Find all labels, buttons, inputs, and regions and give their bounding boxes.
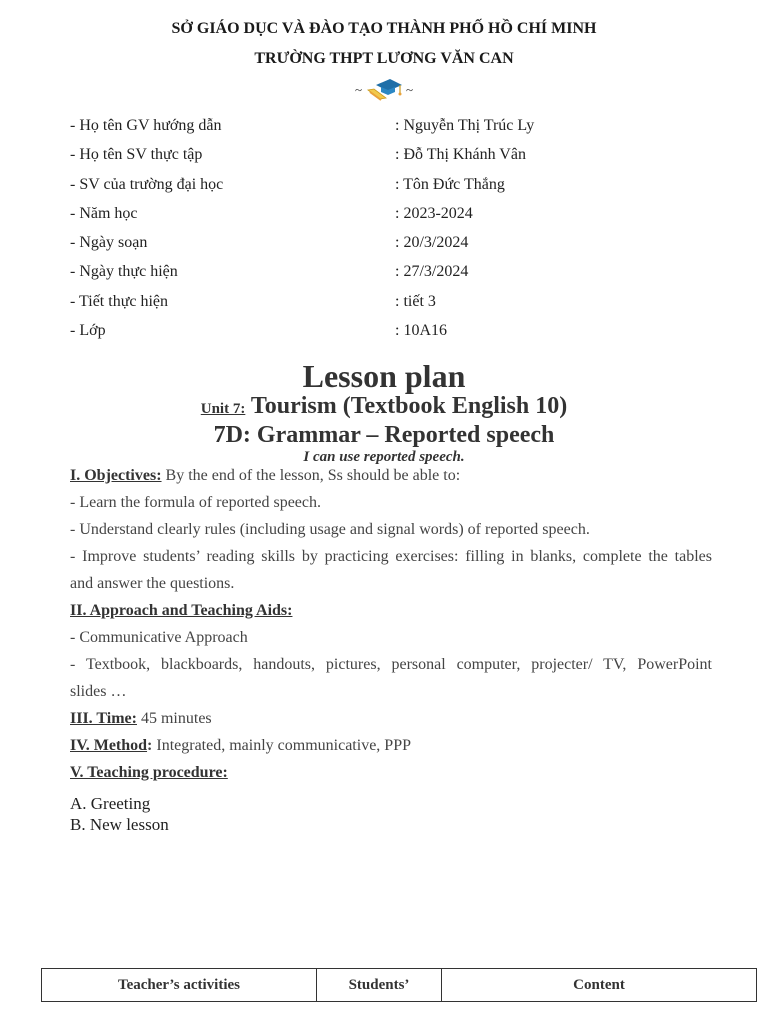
approach-heading: II. Approach and Teaching Aids: [70, 602, 293, 619]
procedure-line [70, 759, 712, 786]
unit-label: Unit 7: [200, 401, 246, 417]
procedure-greeting: A. Greeting [70, 794, 151, 813]
lesson-body [70, 462, 712, 786]
objectives-intro: By the end of the lesson, Ss should be able to: [161, 467, 461, 484]
info-row [70, 170, 710, 199]
table-header-row [42, 969, 757, 1002]
time-value: 45 minutes [136, 710, 212, 727]
info-value: : Đỗ Thị Khánh Vân [395, 146, 526, 164]
objective-item-continuation: and answer the questions. [70, 575, 235, 592]
approach-line [70, 597, 712, 624]
info-row [70, 111, 710, 140]
column-header-students: Students’ [317, 969, 442, 1002]
info-label: - Năm học [70, 204, 138, 222]
graduation-ornament [0, 76, 768, 104]
info-row [70, 199, 710, 228]
time-heading: III. Time: [70, 710, 137, 727]
graduation-cap-icon [364, 77, 404, 103]
info-label: - Lớp [70, 322, 106, 340]
info-value: : tiết 3 [395, 292, 436, 310]
info-value: : 10A16 [395, 322, 447, 340]
info-row [70, 287, 710, 316]
school-heading: TRƯỜNG THPT LƯƠNG VĂN CAN [254, 50, 514, 67]
ornament-tilde-left: ~ [354, 82, 362, 97]
info-row [70, 228, 710, 257]
info-value: : Nguyễn Thị Trúc Ly [395, 117, 535, 134]
procedure-new-lesson: B. New lesson [70, 815, 169, 834]
objective-item: - Learn the formula of reported speech. [70, 494, 321, 511]
info-value: : 20/3/2024 [395, 234, 469, 252]
objectives-heading: I. Objectives: [70, 467, 162, 484]
objective-item: - Improve students’ reading skills by practicing exercises: filling in blanks, complete the tables [70, 548, 712, 565]
objective-item: - Understand clearly rules (including usage and signal words) of reported speech. [70, 521, 590, 538]
info-row [70, 257, 710, 286]
approach-item: - Communicative Approach [70, 629, 248, 646]
column-header-content: Content [442, 969, 757, 1002]
method-value: Integrated, mainly communicative, PPP [152, 737, 411, 754]
approach-item-continuation: slides … [70, 683, 127, 700]
unit-line [0, 392, 768, 423]
procedure-heading: V. Teaching procedure: [70, 764, 228, 781]
info-value: : 27/3/2024 [395, 263, 469, 281]
info-row [70, 316, 710, 345]
info-label: - SV của trường đại học [70, 175, 224, 193]
approach-item: - Textbook, blackboards, handouts, pictures, personal computer, projecter/ TV, PowerPoint [70, 656, 712, 673]
info-block [70, 111, 710, 345]
method-line [70, 732, 712, 759]
time-line [70, 705, 712, 732]
info-label: - Họ tên SV thực tập [70, 146, 203, 164]
info-value: : Tôn Đức Thắng [395, 175, 505, 193]
info-label: - Ngày soạn [70, 234, 148, 252]
info-label: - Họ tên GV hướng dẫn [70, 117, 222, 134]
objectives-line [70, 462, 712, 489]
ornament-tilde-right: ~ [406, 82, 414, 97]
column-header-teacher: Teacher’s activities [42, 969, 317, 1002]
info-label: - Ngày thực hiện [70, 263, 178, 281]
procedure-table [41, 968, 757, 1002]
method-heading: IV. Method [70, 737, 148, 754]
can-do-statement: I can use reported speech. [303, 449, 465, 465]
info-row [70, 140, 710, 169]
info-value: : 2023-2024 [395, 204, 473, 222]
unit-title: Tourism (Textbook English 10) [250, 393, 568, 419]
department-heading: SỞ GIÁO DỤC VÀ ĐÀO TẠO THÀNH PHỐ HỒ CHÍ MINH [171, 20, 597, 37]
lesson-title: Lesson plan [302, 358, 466, 394]
grammar-title: 7D: Grammar – Reported speech [213, 422, 555, 448]
info-label: - Tiết thực hiện [70, 292, 169, 310]
method-colon: : [147, 737, 153, 754]
